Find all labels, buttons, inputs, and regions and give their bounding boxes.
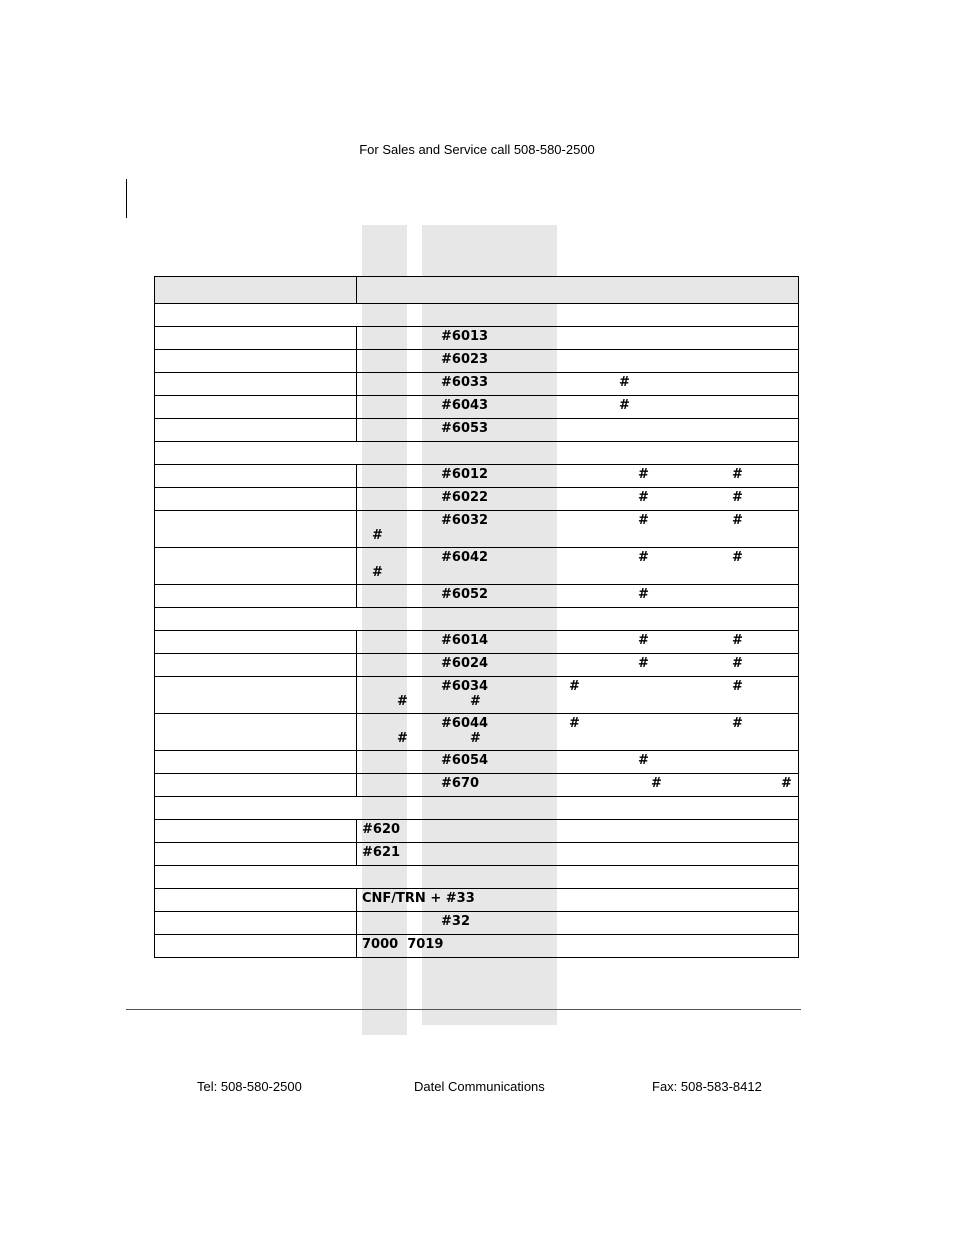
table-row (155, 465, 799, 488)
code-cell (357, 654, 799, 677)
code-token: #6022 (441, 490, 489, 505)
feature-label-cell (155, 548, 357, 585)
code-token: #32 (441, 914, 470, 929)
code-token: # (638, 490, 649, 505)
code-token: # (732, 467, 743, 482)
feature-label-cell (155, 774, 357, 797)
feature-label-cell (155, 912, 357, 935)
footer-company: Datel Communications (414, 1079, 545, 1094)
code-cell (357, 327, 799, 350)
feature-label-cell (155, 714, 357, 751)
table-row (155, 912, 799, 935)
code-cell (357, 677, 799, 714)
code-token: #670 (441, 776, 480, 791)
feature-label-cell (155, 751, 357, 774)
code-token: #6052 (441, 587, 489, 602)
code-cell (357, 774, 799, 797)
code-token: # (732, 633, 743, 648)
code-token: # (569, 679, 580, 694)
table-row (155, 488, 799, 511)
code-cell (357, 465, 799, 488)
page-header: For Sales and Service call 508-580-2500 (359, 142, 595, 157)
code-token: # (470, 694, 481, 709)
code-token: # (569, 716, 580, 731)
table-row (155, 654, 799, 677)
section-cell (155, 608, 799, 631)
code-token: # (638, 656, 649, 671)
code-token: # (638, 633, 649, 648)
feature-label-cell (155, 350, 357, 373)
feature-label-cell (155, 465, 357, 488)
feature-label-cell (155, 373, 357, 396)
code-cell (357, 912, 799, 935)
code-cell (357, 889, 799, 912)
code-cell (357, 350, 799, 373)
code-token: # (397, 694, 408, 709)
table-row (155, 631, 799, 654)
section-cell (155, 797, 799, 820)
code-token: CNF/TRN + #33 (362, 891, 475, 906)
code-cell (357, 511, 799, 548)
code-cell (357, 548, 799, 585)
feature-label-cell (155, 511, 357, 548)
code-token: # (732, 679, 743, 694)
code-token: # (638, 550, 649, 565)
code-token: # (372, 565, 383, 580)
code-cell (357, 373, 799, 396)
code-cell (357, 488, 799, 511)
code-token: #6034 (441, 679, 489, 694)
code-token: # (732, 513, 743, 528)
feature-label-cell (155, 488, 357, 511)
code-token: # (372, 528, 383, 543)
table-row (155, 843, 799, 866)
code-cell (357, 820, 799, 843)
table-row (155, 585, 799, 608)
code-cell (357, 843, 799, 866)
table-row (155, 350, 799, 373)
feature-label-cell (155, 843, 357, 866)
code-token: # (781, 776, 792, 791)
code-token: # (619, 375, 630, 390)
table-row (155, 511, 799, 548)
feature-label-cell (155, 889, 357, 912)
table-row (155, 327, 799, 350)
feature-label-cell (155, 677, 357, 714)
code-token: #621 (362, 845, 401, 860)
feature-label-cell (155, 327, 357, 350)
table-section-row (155, 797, 799, 820)
code-cell (357, 631, 799, 654)
footer-rule (126, 1009, 801, 1010)
code-token: # (619, 398, 630, 413)
code-token: #6044 (441, 716, 489, 731)
table-row (155, 935, 799, 958)
table-row (155, 751, 799, 774)
code-token: #6053 (441, 421, 489, 436)
code-token: # (638, 587, 649, 602)
feature-label-cell (155, 935, 357, 958)
code-token: # (732, 490, 743, 505)
code-token: #6024 (441, 656, 489, 671)
code-token: # (732, 716, 743, 731)
table-row (155, 677, 799, 714)
code-token: # (638, 467, 649, 482)
code-cell (357, 277, 799, 304)
code-token: # (638, 513, 649, 528)
code-cell (357, 419, 799, 442)
feature-label-cell (155, 396, 357, 419)
table-row (155, 419, 799, 442)
feature-label-cell (155, 277, 357, 304)
footer-fax: Fax: 508-583-8412 (652, 1079, 762, 1094)
table-section-row (155, 608, 799, 631)
code-token: #6043 (441, 398, 489, 413)
feature-code-table (154, 276, 799, 958)
code-token: # (732, 656, 743, 671)
table-row (155, 548, 799, 585)
table-row (155, 820, 799, 843)
feature-label-cell (155, 631, 357, 654)
section-cell (155, 866, 799, 889)
code-token: # (638, 753, 649, 768)
code-token: #620 (362, 822, 401, 837)
code-token: #6042 (441, 550, 489, 565)
code-cell (357, 396, 799, 419)
feature-label-cell (155, 585, 357, 608)
code-token: #6032 (441, 513, 489, 528)
code-token: #6012 (441, 467, 489, 482)
table-row (155, 889, 799, 912)
code-token: #6023 (441, 352, 489, 367)
footer-tel: Tel: 508-580-2500 (197, 1079, 302, 1094)
code-token: #6014 (441, 633, 489, 648)
table-row (155, 774, 799, 797)
table-section-row (155, 304, 799, 327)
section-cell (155, 442, 799, 465)
code-token: # (397, 731, 408, 746)
code-token: # (651, 776, 662, 791)
feature-label-cell (155, 654, 357, 677)
code-cell (357, 585, 799, 608)
code-cell (357, 714, 799, 751)
section-cell (155, 304, 799, 327)
table-section-row (155, 866, 799, 889)
code-cell (357, 751, 799, 774)
code-cell (357, 935, 799, 958)
feature-label-cell (155, 820, 357, 843)
table-header-row (155, 277, 799, 304)
code-token: #6054 (441, 753, 489, 768)
table-row (155, 373, 799, 396)
table-section-row (155, 442, 799, 465)
code-token: # (732, 550, 743, 565)
table-row (155, 714, 799, 751)
code-token: 7000 7019 (362, 937, 444, 952)
code-token: #6033 (441, 375, 489, 390)
code-token: # (470, 731, 481, 746)
feature-label-cell (155, 419, 357, 442)
code-token: #6013 (441, 329, 489, 344)
table-row (155, 396, 799, 419)
change-bar (126, 179, 127, 218)
